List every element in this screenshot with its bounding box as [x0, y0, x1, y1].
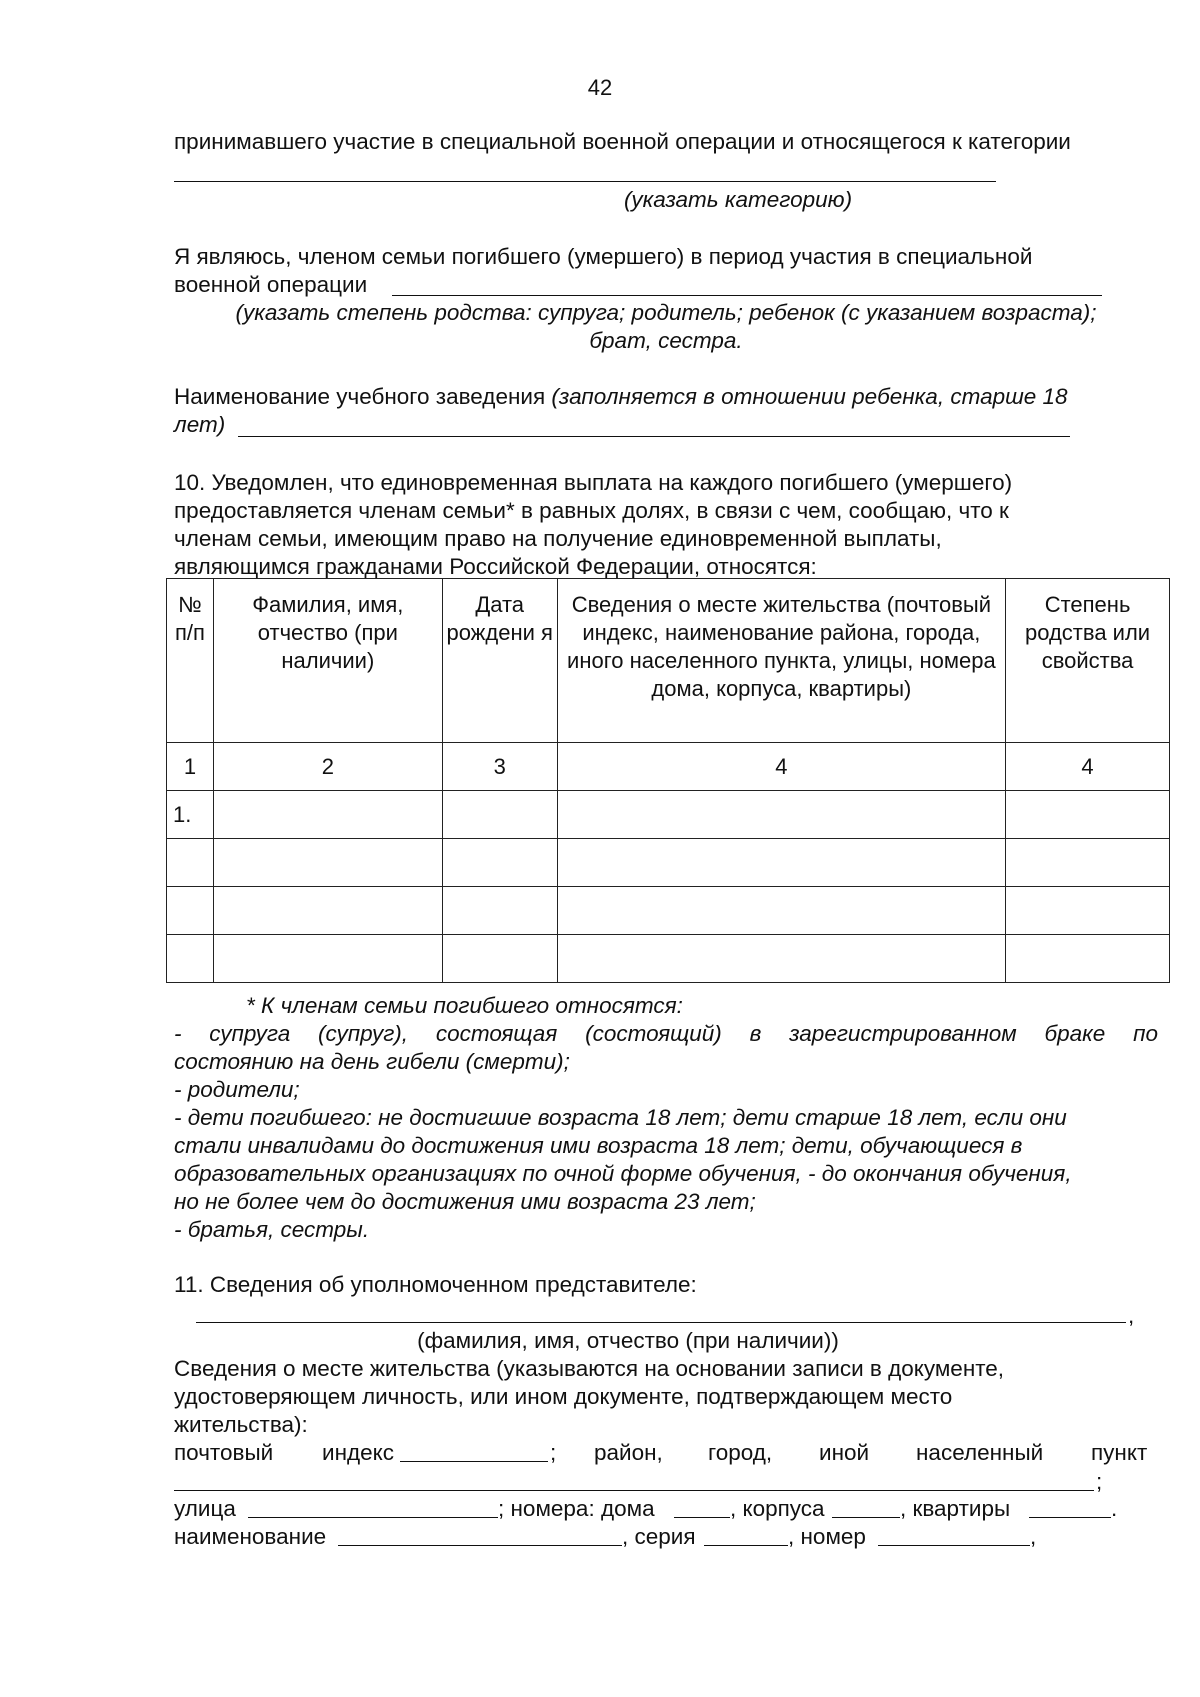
table-row	[167, 791, 1170, 839]
column-number-cell: 1	[167, 743, 214, 791]
item10-line: предоставляется членам семьи* в равных долях, в связи с чем, сообщаю, что к	[174, 498, 1009, 523]
postal-line	[174, 1439, 1158, 1467]
col-header-number: № п/п	[167, 579, 214, 743]
table-cell[interactable]	[1006, 887, 1170, 935]
page-number: 42	[587, 75, 613, 100]
table-cell[interactable]	[167, 887, 214, 935]
table-cell[interactable]	[1006, 935, 1170, 983]
house-field[interactable]	[674, 1497, 730, 1518]
representative-comma: ,	[1128, 1303, 1135, 1328]
postal-word: иной	[819, 1440, 870, 1465]
number-field[interactable]	[878, 1525, 1030, 1546]
residence-line: удостоверяющем личность, или ином документе, подтверждающем место	[174, 1384, 953, 1409]
table-row	[167, 839, 1170, 887]
col-header-kinship: Степень родства или свойства	[1006, 579, 1170, 743]
table-cell[interactable]	[213, 791, 442, 839]
item10-line: членам семьи, имеющим право на получение единовременной выплаты,	[174, 526, 942, 551]
postal-word: пункт	[1091, 1440, 1148, 1465]
street-label: улица	[174, 1496, 236, 1521]
table-cell[interactable]	[557, 839, 1005, 887]
table-cell[interactable]	[213, 935, 442, 983]
postal-word: индекс	[322, 1440, 394, 1465]
street-line	[174, 1495, 1158, 1523]
document-name-label: наименование	[174, 1524, 327, 1549]
footnote-line: состоянию на день гибели (смерти);	[174, 1049, 570, 1074]
family-members-table	[166, 578, 1170, 983]
locality-semicolon: ;	[1096, 1469, 1103, 1494]
family-member-line: Я являюсь, членом семьи погибшего (умершего) в период участия в специальной	[174, 244, 1033, 269]
locality-underline[interactable]	[174, 1490, 1094, 1491]
item10-line: являющимся гражданами Российской Федерации, относятся:	[174, 554, 817, 579]
table-cell[interactable]	[1006, 791, 1170, 839]
item11-title: 11. Сведения об уполномоченном представителе:	[174, 1272, 697, 1297]
school-line: Наименование учебного заведения (заполняется в отношении ребенка, старше 18	[174, 384, 1068, 409]
house-label: ; номера: дома	[498, 1496, 655, 1521]
representative-name-hint: (фамилия, имя, отчество (при наличии))	[417, 1328, 839, 1353]
category-line: принимавшего участие в специальной военной операции и относящегося к категории	[174, 129, 1071, 154]
footnote-line: образовательных организациях по очной форме обучения, - до окончания обучения,	[174, 1161, 1072, 1186]
table-cell[interactable]	[442, 935, 557, 983]
table-row	[167, 887, 1170, 935]
postal-word: почтовый	[174, 1440, 274, 1465]
document-line-end: ,	[1030, 1524, 1037, 1549]
postal-word: ;	[550, 1440, 557, 1465]
kinship-underline[interactable]	[392, 295, 1102, 296]
postal-word: район,	[594, 1440, 663, 1465]
table-cell[interactable]	[1006, 839, 1170, 887]
item10-line: 10. Уведомлен, что единовременная выплата на каждого погибшего (умершего)	[174, 470, 1013, 495]
postal-index-field[interactable]	[400, 1441, 548, 1462]
column-number-cell: 2	[213, 743, 442, 791]
school-underline[interactable]	[238, 436, 1070, 437]
category-hint: (указать категорию)	[623, 187, 853, 212]
column-number-cell: 3	[442, 743, 557, 791]
footnote-line: - родители;	[174, 1077, 300, 1102]
number-label: , номер	[788, 1524, 866, 1549]
col-header-birthdate: Дата рождени я	[442, 579, 557, 743]
kinship-hint-1: (указать степень родства: супруга; родитель; ребенок (с указанием возраста);	[235, 300, 1097, 325]
table-cell[interactable]	[557, 887, 1005, 935]
street-line-end: .	[1111, 1496, 1118, 1521]
kinship-hint-2: брат, сестра.	[589, 328, 743, 353]
street-field[interactable]	[248, 1497, 498, 1518]
school-line-2: лет)	[174, 412, 226, 437]
col-header-name: Фамилия, имя, отчество (при наличии)	[213, 579, 442, 743]
table-cell[interactable]	[557, 791, 1005, 839]
item-10	[174, 469, 1158, 581]
table-cell[interactable]	[442, 839, 557, 887]
col-header-residence: Сведения о месте жительства (почтовый индекс, наименование района, города, иного населенного пункта, улицы, номера дома, корпуса, квартиры)	[557, 579, 1005, 743]
series-label: , серия	[622, 1524, 696, 1549]
category-underline[interactable]	[174, 181, 996, 182]
postal-word: населенный	[916, 1440, 1044, 1465]
residence-line: жительства):	[174, 1412, 308, 1437]
footnote-line: стали инвалидами до достижения ими возраста 18 лет; дети, обучающиеся в	[174, 1133, 1023, 1158]
flat-field[interactable]	[1029, 1497, 1111, 1518]
footnote-title: * К членам семьи погибшего относятся:	[246, 993, 683, 1018]
residence-line: Сведения о месте жительства (указываются на основании записи в документе,	[174, 1356, 1005, 1381]
table-cell[interactable]	[167, 839, 214, 887]
row-number-cell: 1.	[167, 791, 214, 839]
footnote-line: - дети погибшего: не достигшие возраста 18 лет; дети старше 18 лет, если они	[174, 1105, 1067, 1130]
footnote-line: но не более чем до достижения ими возраста 23 лет;	[174, 1189, 756, 1214]
table-row	[167, 935, 1170, 983]
table-cell[interactable]	[442, 887, 557, 935]
series-field[interactable]	[704, 1525, 788, 1546]
postal-word: город,	[708, 1440, 773, 1465]
column-number-cell: 4	[557, 743, 1005, 791]
footnote-line: - супруга (супруг), состоящая (состоящий) в зарегистрированном браке по	[174, 1021, 1158, 1046]
document-name-field[interactable]	[338, 1525, 622, 1546]
table-cell[interactable]	[213, 839, 442, 887]
corpus-field[interactable]	[832, 1497, 900, 1518]
family-operation-line: военной операции	[174, 272, 368, 297]
document-line	[174, 1523, 1158, 1551]
corpus-label: , корпуса	[730, 1496, 825, 1521]
flat-label: , квартиры	[900, 1496, 1011, 1521]
representative-residence	[174, 1355, 1158, 1439]
table-cell[interactable]	[167, 935, 214, 983]
table-cell[interactable]	[213, 887, 442, 935]
column-number-cell: 4	[1006, 743, 1170, 791]
representative-name-underline[interactable]	[196, 1322, 1126, 1323]
table-cell[interactable]	[442, 791, 557, 839]
table-cell[interactable]	[557, 935, 1005, 983]
footnote	[174, 992, 1158, 1244]
footnote-line: - братья, сестры.	[174, 1217, 370, 1242]
